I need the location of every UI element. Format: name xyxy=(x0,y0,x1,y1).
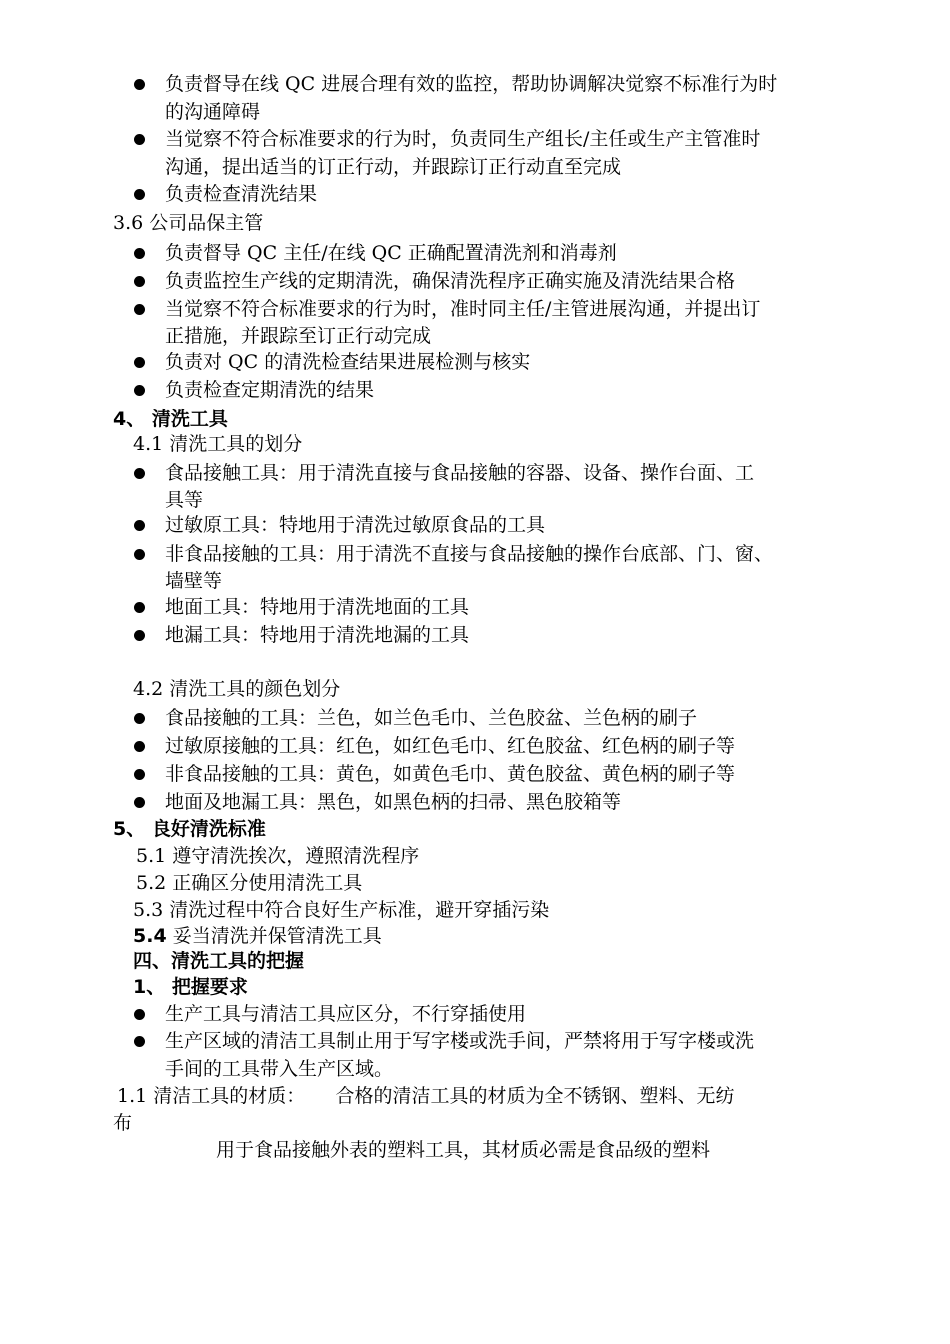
bullet-icon xyxy=(134,189,145,200)
text-line: 手间的工具带入生产区域。 xyxy=(165,1058,394,1080)
text-line: 地面工具：特地用于清洗地面的工具 xyxy=(165,596,470,618)
bullet-icon xyxy=(134,713,145,724)
bullet-icon xyxy=(134,79,145,90)
bullet-icon xyxy=(134,797,145,808)
bullet-icon xyxy=(134,520,145,531)
bullet-icon xyxy=(134,602,145,613)
text-line: 沟通，提出适当的订正行动，并跟踪订正行动直至完成 xyxy=(165,156,622,178)
text-line: 非食品接触的工具：黄色，如黄色毛巾、黄色胶盆、黄色柄的刷子等 xyxy=(165,763,736,785)
text-line: 当觉察不符合标准要求的行为时，准时同主任/主管进展沟通，并提出订 xyxy=(165,298,761,320)
subsection-heading: 4.1 清洗工具的划分 xyxy=(133,433,303,455)
text-line: 负责检查定期清洗的结果 xyxy=(165,379,375,401)
text-line: 食品接触的工具：兰色，如兰色毛巾、兰色胶盆、兰色柄的刷子 xyxy=(165,707,698,729)
text-line: 负责督导在线 QC 进展合理有效的监控，帮助协调解决觉察不标准行为时 xyxy=(165,73,778,95)
bullet-icon xyxy=(134,134,145,145)
text-line: 负责对 QC 的清洗检查结果进展检测与核实 xyxy=(165,351,531,373)
text-line: 负责督导 QC 主任/在线 QC 正确配置清洗剂和消毒剂 xyxy=(165,242,617,264)
text-line: 生产区域的清洁工具制止用于写字楼或洗手间，严禁将用于写字楼或洗 xyxy=(165,1030,755,1052)
subsection-heading xyxy=(133,923,382,949)
bullet-icon xyxy=(134,276,145,287)
subsection-heading: 5.2 正确区分使用清洗工具 xyxy=(136,872,363,894)
bullet-icon xyxy=(134,741,145,752)
text-line: 正措施，并跟踪至订正行动完成 xyxy=(165,325,432,347)
text-line: 负责监控生产线的定期清洗，确保清洗程序正确实施及清洗结果合格 xyxy=(165,270,736,292)
section-heading: 3.6 公司品保主管 xyxy=(113,212,264,234)
bullet-icon xyxy=(134,304,145,315)
bullet-icon xyxy=(134,1009,145,1020)
subsection-text: 妥当清洗并保管清洗工具 xyxy=(172,925,382,947)
bullet-icon xyxy=(134,468,145,479)
bullet-icon xyxy=(134,357,145,368)
text-line: 过敏原接触的工具：红色，如红色毛巾、红色胶盆、红色柄的刷子等 xyxy=(165,735,736,757)
text-line: 负责检查清洗结果 xyxy=(165,183,318,205)
section-heading: 5、 良好清洗标准 xyxy=(113,818,266,840)
subsection-number: 5.4 xyxy=(133,925,167,947)
text-line: 食品接触工具：用于清洗直接与食品接触的容器、设备、操作台面、工 xyxy=(165,462,755,484)
subsection-heading: 1.1 清洁工具的材质： 合格的清洁工具的材质为全不锈钢、塑料、无纺 xyxy=(117,1085,735,1107)
subsection-heading: 5.3 清洗过程中符合良好生产标准，避开穿插污染 xyxy=(133,899,550,921)
bullet-icon xyxy=(134,630,145,641)
text-line: 地面及地漏工具：黑色，如黑色柄的扫帚、黑色胶箱等 xyxy=(165,791,622,813)
text-line: 布 xyxy=(113,1112,133,1134)
subsection-heading: 5.1 遵守清洗挨次，遵照清洗程序 xyxy=(136,845,420,867)
bullet-icon xyxy=(134,549,145,560)
bullet-icon xyxy=(134,769,145,780)
text-line: 地漏工具：特地用于清洗地漏的工具 xyxy=(165,624,470,646)
chapter-heading: 四、清洗工具的把握 xyxy=(133,950,305,972)
text-line: 的沟通障碍 xyxy=(165,101,261,123)
subsection-heading: 4.2 清洗工具的颜色划分 xyxy=(133,678,341,700)
text-line: 过敏原工具：特地用于清洗过敏原食品的工具 xyxy=(165,514,546,536)
section-heading: 1、 把握要求 xyxy=(133,976,248,998)
bullet-icon xyxy=(134,1036,145,1047)
text-line: 当觉察不符合标准要求的行为时，负责同生产组长/主任或生产主管准时 xyxy=(165,128,761,150)
bullet-icon xyxy=(134,248,145,259)
bullet-icon xyxy=(134,385,145,396)
text-line: 生产工具与清洁工具应区分，不行穿插使用 xyxy=(165,1003,527,1025)
text-line: 用于食品接触外表的塑料工具，其材质必需是食品级的塑料 xyxy=(216,1139,711,1161)
text-line: 墙壁等 xyxy=(165,570,223,592)
section-heading: 4、 清洗工具 xyxy=(113,408,228,430)
text-line: 具等 xyxy=(165,489,204,511)
text-line: 非食品接触的工具：用于清洗不直接与食品接触的操作台底部、门、窗、 xyxy=(165,543,774,565)
